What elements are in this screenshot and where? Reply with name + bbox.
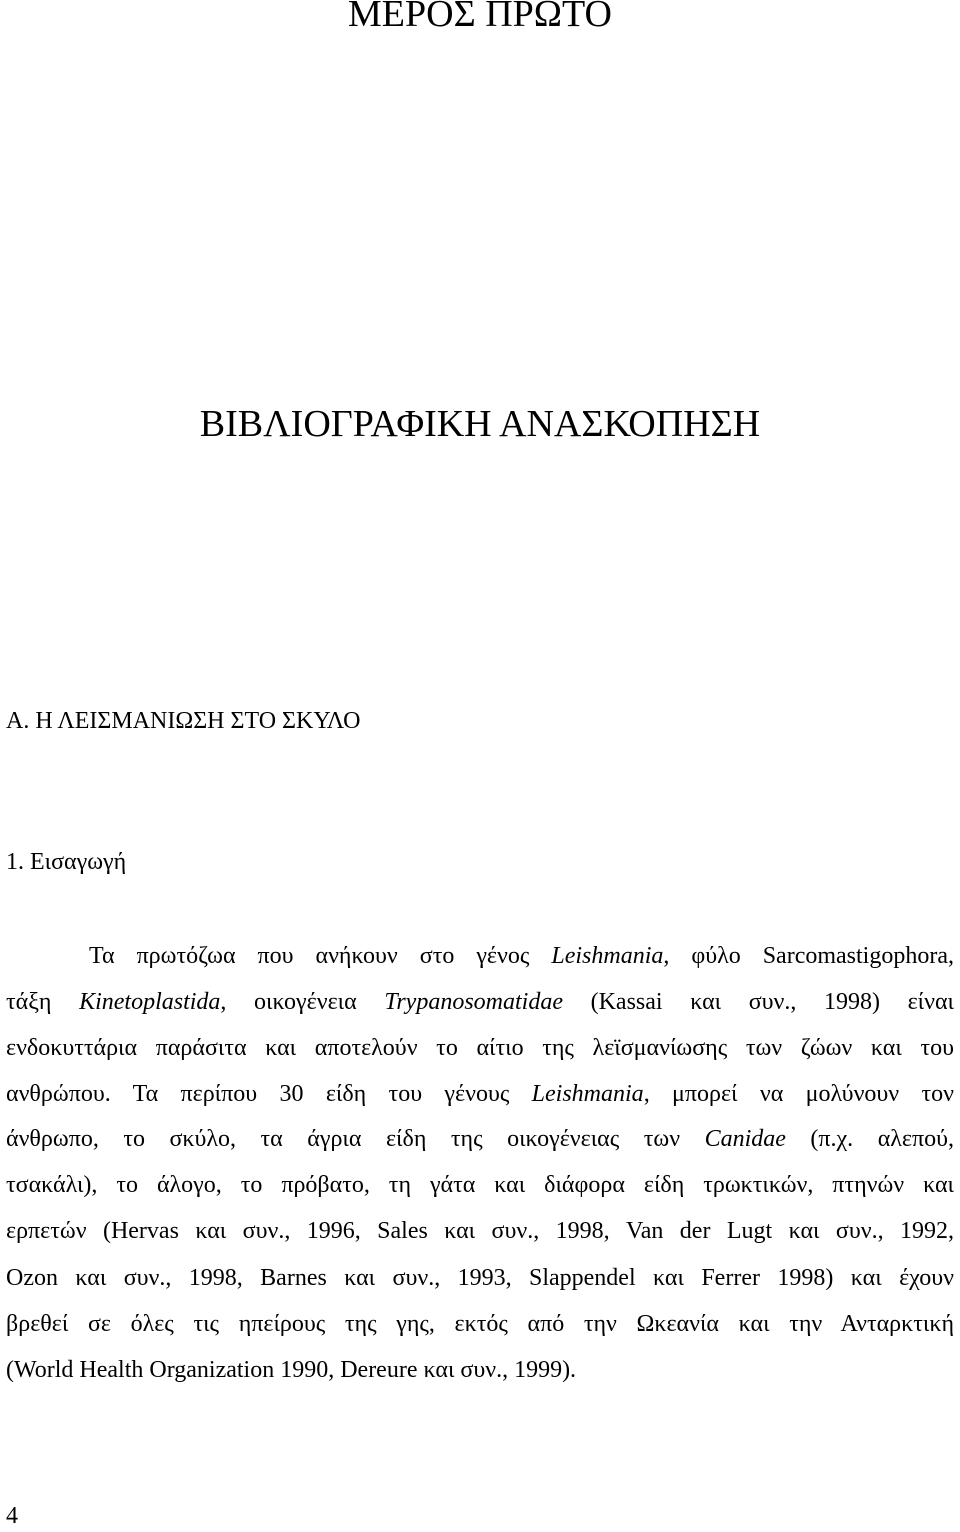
text-run: , φύλο Sarcomastigophora,: [663, 943, 954, 969]
paragraph-line: (World Health Organization 1990, Dereure και συν., 1999).: [6, 1357, 577, 1383]
text-run: τάξη: [6, 989, 80, 1015]
text-run: άνθρωπο, το σκύλο, τα άγρια είδη της οικογένειας των: [6, 1126, 705, 1152]
review-title: ΒΙΒΛΙΟΓΡΑΦΙΚΗ ΑΝΑΣΚΟΠΗΣΗ: [199, 403, 761, 445]
text-run: Τα πρωτόζωα που ανήκουν στο γένος: [89, 943, 552, 969]
paragraph-line: τσακάλι), το άλογο, το πρόβατο, τη γάτα και διάφορα είδη τρωκτικών, πτηνών και: [6, 1172, 954, 1198]
text-run: , μπορεί να μολύνουν τον: [643, 1081, 954, 1107]
paragraph-line: Ozon και συν., 1998, Barnes και συν., 1993, Slappendel και Ferrer 1998) και έχουν: [6, 1265, 954, 1291]
paragraph-line: ενδοκυττάρια παράσιτα και αποτελούν το αίτιο της λεϊσμανίωσης των ζώων και του: [6, 1035, 954, 1061]
family-name: Canidae: [704, 1126, 786, 1152]
part-title: ΜΕΡΟΣ ΠΡΩΤΟ: [348, 0, 612, 35]
page-number: 4: [6, 1503, 18, 1529]
subsection-heading: 1. Εισαγωγή: [6, 849, 127, 875]
text-run: ανθρώπου. Τα περίπου 30 είδη του γένους: [6, 1081, 532, 1107]
paragraph-line: [6, 1078, 954, 1110]
family-name: Trypanosomatidae: [384, 989, 563, 1015]
order-name: Kinetoplastida: [79, 989, 221, 1015]
text-run: (π.χ. αλεπού,: [785, 1126, 954, 1152]
paragraph-line: [89, 940, 954, 972]
genus-name: Leishmania: [551, 943, 664, 969]
paragraph-line: [6, 1123, 954, 1155]
paragraph-line: βρεθεί σε όλες τις ηπείρους της γης, εκτός από την Ωκεανία και την Ανταρκτική: [6, 1311, 954, 1337]
paragraph-line: [6, 986, 954, 1018]
genus-name: Leishmania: [531, 1081, 644, 1107]
paragraph-line: ερπετών (Hervas και συν., 1996, Sales και συν., 1998, Van der Lugt και συν., 1992,: [6, 1218, 954, 1244]
section-heading: Α. Η ΛΕΙΣΜΑΝΙΩΣΗ ΣΤΟ ΣΚΥΛΟ: [6, 708, 361, 734]
text-run: , οικογένεια: [220, 989, 385, 1015]
text-run: (Kassai και συν., 1998) είναι: [563, 989, 954, 1015]
